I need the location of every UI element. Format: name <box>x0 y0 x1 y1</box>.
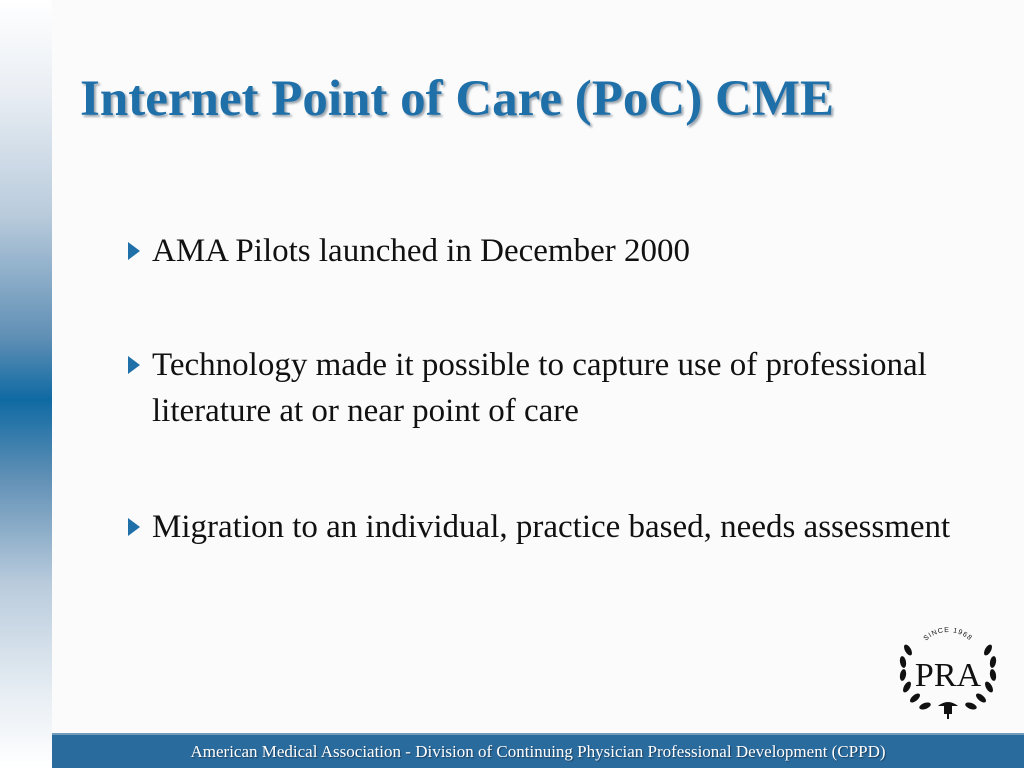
bullet-item <box>126 342 956 434</box>
left-gradient-bar <box>0 0 52 768</box>
pra-logo-icon <box>894 620 1002 720</box>
bullet-item <box>126 228 956 274</box>
bullet-text: AMA Pilots launched in December 2000 <box>152 233 690 269</box>
slide-title: Internet Point of Care (PoC) CME <box>80 71 834 127</box>
triangle-bullet-icon <box>128 242 140 260</box>
triangle-bullet-icon <box>128 518 140 536</box>
footer-text: American Medical Association - Division of Continuing Physician Professional Development (CPPD) <box>190 741 886 761</box>
bullet-list <box>126 228 956 618</box>
bullet-text: Migration to an individual, practice based, needs assessment <box>152 509 951 545</box>
svg-text:SINCE 1968: SINCE 1968 <box>922 626 974 643</box>
bullet-item <box>126 504 956 550</box>
svg-text:PRA: PRA <box>914 657 982 694</box>
footer-bar <box>52 733 1024 768</box>
bullet-text: Technology made it possible to capture use of professional literature at or near point of care <box>152 347 927 429</box>
triangle-bullet-icon <box>128 356 140 374</box>
